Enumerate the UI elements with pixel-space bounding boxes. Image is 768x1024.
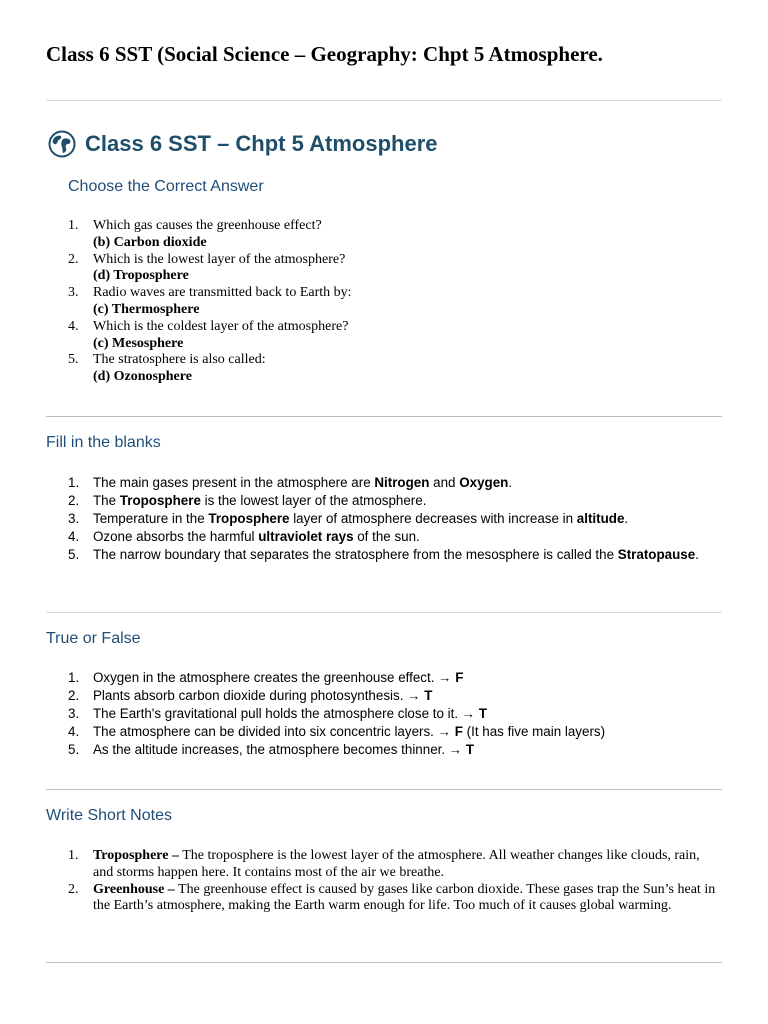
document-title: Class 6 SST (Social Science – Geography: Chpt 5 Atmosphere.: [46, 42, 603, 66]
item-number: 1.: [68, 218, 79, 233]
blank-text: is the lowest layer of the atmosphere.: [200, 493, 427, 508]
item-number: 4.: [68, 529, 80, 544]
blank-answer: altitude: [576, 511, 625, 526]
blank-answer: ultraviolet rays: [258, 529, 354, 544]
blank-item: [46, 474, 706, 492]
item-number: 5.: [68, 352, 79, 368]
item-number: 5.: [68, 742, 80, 757]
item-number: 1.: [68, 848, 79, 863]
globe-icon: [48, 130, 76, 158]
blank-text: Ozone absorbs the harmful: [93, 529, 259, 544]
divider: [46, 612, 722, 613]
blank-item: [46, 546, 706, 564]
blank-text: and: [429, 475, 460, 490]
mcq-item: [46, 252, 722, 286]
divider: [46, 962, 722, 963]
mcq-answer: (d) Ozonosphere: [93, 369, 192, 385]
item-number: 2.: [68, 881, 79, 897]
truefalse-item: [46, 741, 722, 759]
section-title-notes: Write Short Notes: [46, 807, 172, 824]
blank-text: The: [93, 493, 120, 508]
mcq-answer: (d) Troposphere: [93, 268, 189, 284]
note-term: Troposphere –: [93, 848, 179, 863]
blank-answer: Troposphere: [119, 493, 201, 508]
blank-answer: Nitrogen: [374, 475, 430, 490]
truefalse-statement: The atmosphere can be divided into six concentric layers. →: [93, 724, 455, 739]
mcq-answer-line: [93, 302, 722, 319]
truefalse-statement: The Earth's gravitational pull holds the atmosphere close to it. →: [93, 706, 479, 721]
section-title-blanks: Fill in the blanks: [46, 434, 161, 451]
page-heading: [48, 130, 438, 158]
blank-text: .: [624, 511, 629, 526]
blank-answer: Oxygen: [459, 475, 509, 490]
page-heading-text: Class 6 SST – Chpt 5 Atmosphere: [85, 131, 438, 156]
mcq-question: Radio waves are transmitted back to Earth by:: [93, 285, 352, 301]
item-number: 2.: [68, 688, 80, 703]
mcq-list: [46, 218, 722, 386]
mcq-question: Which gas causes the greenhouse effect?: [93, 218, 322, 233]
mcq-answer: (c) Mesosphere: [93, 335, 184, 351]
mcq-answer-line: [93, 268, 722, 285]
item-number: 1.: [68, 670, 80, 685]
divider: [46, 789, 722, 790]
item-number: 2.: [68, 493, 80, 508]
note-term: Greenhouse –: [93, 881, 175, 897]
truefalse-item: [46, 723, 722, 741]
mcq-item: [46, 285, 722, 319]
truefalse-statement: Plants absorb carbon dioxide during photosynthesis. →: [93, 688, 425, 703]
truefalse-answer: T: [478, 706, 488, 721]
truefalse-answer: T: [465, 742, 475, 757]
note-item: [46, 848, 722, 882]
blank-item: [46, 528, 706, 546]
item-number: 2.: [68, 251, 79, 267]
blank-answer: Troposphere: [208, 511, 290, 526]
item-number: 4.: [68, 318, 79, 334]
blank-text: of the sun.: [353, 529, 420, 544]
mcq-answer: (c) Thermosphere: [93, 301, 200, 317]
note-item: [46, 882, 722, 916]
truefalse-answer: F: [454, 724, 463, 739]
item-number: 4.: [68, 724, 80, 739]
blank-answer: Stratopause: [617, 547, 696, 562]
truefalse-item: [46, 687, 722, 705]
truefalse-item: [46, 669, 722, 687]
blank-text: .: [508, 475, 513, 490]
truefalse-item: [46, 705, 722, 723]
blank-text: The main gases present in the atmosphere are: [93, 475, 375, 490]
section-title-mcq: Choose the Correct Answer: [68, 178, 264, 195]
blank-item: [46, 510, 706, 528]
mcq-item: [46, 319, 722, 353]
item-number: 5.: [68, 547, 80, 562]
truefalse-note: (It has five main layers): [462, 724, 606, 739]
blank-text: .: [695, 547, 699, 562]
mcq-question: Which is the lowest layer of the atmosphere?: [93, 251, 346, 267]
section-title-truefalse: True or False: [46, 630, 141, 647]
mcq-answer: (b) Carbon dioxide: [93, 234, 207, 250]
blanks-list: [46, 474, 706, 564]
mcq-answer-line: [93, 336, 722, 353]
truefalse-statement: Oxygen in the atmosphere creates the greenhouse effect. →: [93, 670, 456, 685]
mcq-question: The stratosphere is also called:: [93, 352, 266, 368]
mcq-answer-line: [93, 369, 722, 386]
item-number: 3.: [68, 285, 79, 301]
blank-text: The narrow boundary that separates the stratosphere from the mesosphere is called the: [93, 547, 618, 562]
divider: [46, 100, 722, 101]
mcq-item: [46, 218, 722, 252]
mcq-question: Which is the coldest layer of the atmosphere?: [93, 318, 349, 334]
mcq-answer-line: [93, 235, 722, 252]
divider: [46, 416, 722, 417]
truefalse-statement: As the altitude increases, the atmosphere becomes thinner. →: [93, 742, 466, 757]
truefalse-answer: T: [424, 688, 433, 703]
item-number: 1.: [68, 475, 80, 490]
mcq-item: [46, 352, 722, 386]
blank-text: Temperature in the: [93, 511, 209, 526]
blank-item: [46, 492, 706, 510]
item-number: 3.: [68, 706, 80, 721]
truefalse-list: [46, 669, 722, 759]
note-text: The greenhouse effect is caused by gases like carbon dioxide. These gases trap the Sun’s heat in the Earth’s atmosphere, making the Earth warm enough for life. Too much of it causes global warming.: [93, 881, 716, 914]
truefalse-answer: F: [455, 670, 464, 685]
item-number: 3.: [68, 511, 80, 526]
notes-list: [46, 848, 722, 915]
blank-text: layer of atmosphere decreases with increase in: [289, 511, 577, 526]
note-text: The troposphere is the lowest layer of the atmosphere. All weather changes like clouds, rain, and storms happen here. It contains most of the air we breathe.: [93, 848, 700, 880]
